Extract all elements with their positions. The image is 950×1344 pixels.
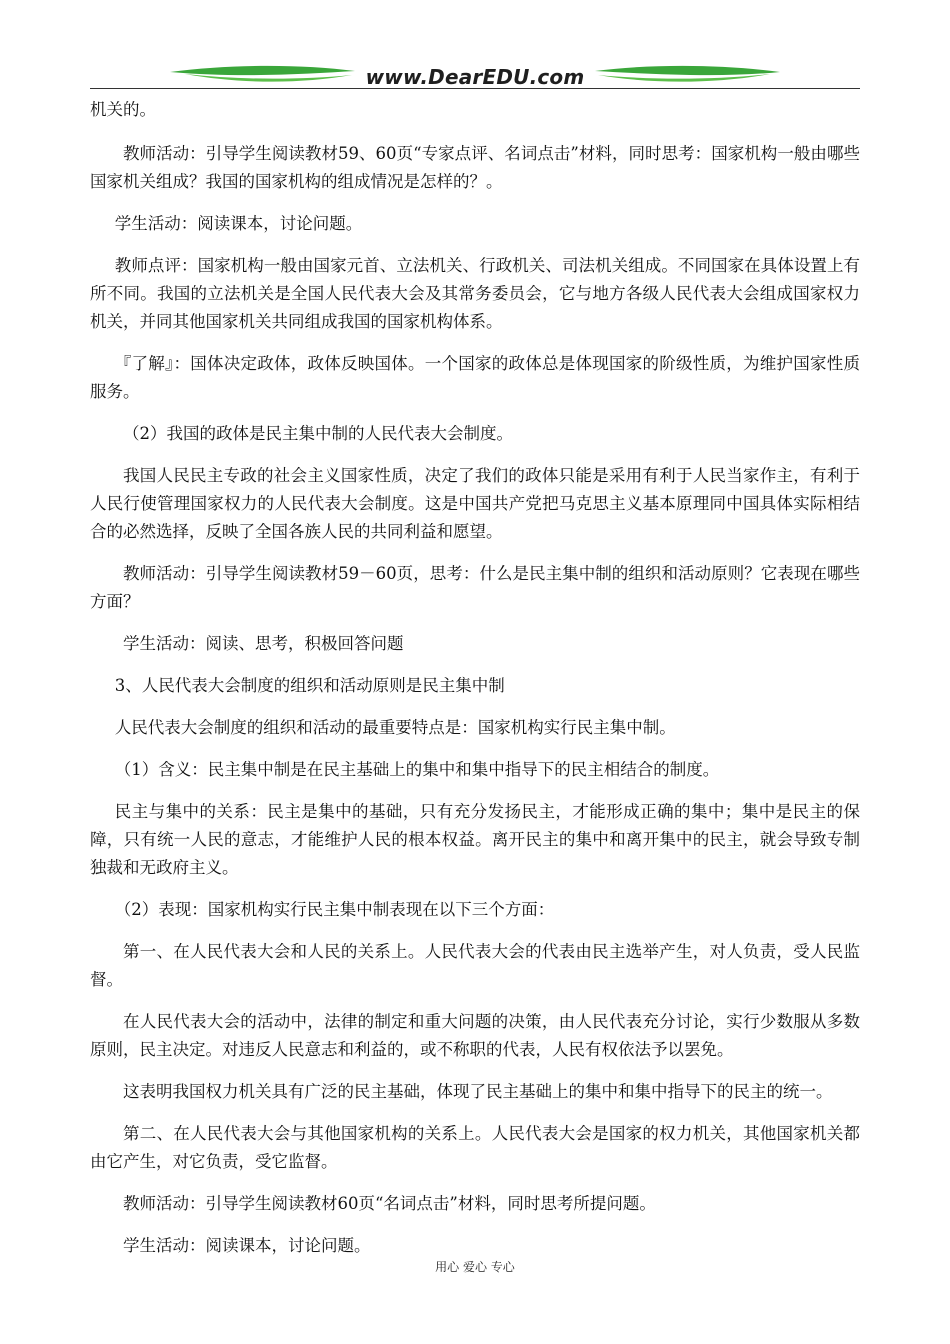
paragraph: （1）含义：民主集中制是在民主基础上的集中和集中指导下的民主相结合的制度。 xyxy=(114,760,720,779)
paragraph: 人民代表大会制度的组织和活动的最重要特点是：国家机构实行民主集中制。 xyxy=(114,718,676,737)
paragraph: 教师活动：引导学生阅读教材60页“名词点击”材料，同时思考所提问题。 xyxy=(123,1194,656,1213)
paragraph: 第二、在人民代表大会与其他国家机构的关系上。人民代表大会是国家的权力机关，其他国家机关都由它产生，对它负责，受它监督。 xyxy=(90,1124,860,1171)
site-logo-text[interactable]: www.DearEDU.com xyxy=(365,65,585,89)
paragraph: 在人民代表大会的活动中，法律的制定和重大问题的决策，由人民代表充分讨论，实行少数服从多数原则，民主决定。对违反人民意志和利益的，或不称职的代表，人民有权依法予以罢免。 xyxy=(90,1012,860,1059)
paragraph: 学生活动：阅读、思考，积极回答问题 xyxy=(123,634,404,653)
paragraph: 学生活动：阅读课本，讨论问题。 xyxy=(123,1236,371,1255)
paragraph: 教师点评：国家机构一般由国家元首、立法机关、行政机关、司法机关组成。不同国家在具体设置上有所不同。我国的立法机关是全国人民代表大会及其常务委员会，它与地方各级人民代表大会组成国家权力机关，并同其他国家机关共同组成我国的国家机构体系。 xyxy=(90,256,860,331)
paragraph: 我国人民民主专政的社会主义国家性质，决定了我们的政体只能是采用有利于人民当家作主，有利于人民行使管理国家权力的人民代表大会制度。这是中国共产党把马克思主义基本原理同中国具体实际相结合的必然选择，反映了全国各族人民的共同利益和愿望。 xyxy=(90,466,860,541)
document-body xyxy=(90,96,860,1274)
section-heading: 3、人民代表大会制度的组织和活动原则是民主集中制 xyxy=(114,676,505,695)
site-header xyxy=(90,58,860,90)
header-divider xyxy=(90,88,860,89)
page-footer: 用心 爱心 专心 xyxy=(435,1260,515,1274)
paragraph: 学生活动：阅读课本，讨论问题。 xyxy=(114,214,363,233)
paragraph: 教师活动：引导学生阅读教材59－60页，思考：什么是民主集中制的组织和活动原则？它表现在哪些方面？ xyxy=(90,564,860,611)
paragraph: 第一、在人民代表大会和人民的关系上。人民代表大会的代表由民主选举产生，对人负责，受人民监督。 xyxy=(90,942,860,989)
paragraph: （2）我国的政体是民主集中制的人民代表大会制度。 xyxy=(123,424,513,443)
paragraph: 『了解』：国体决定政体，政体反映国体。一个国家的政体总是体现国家的阶级性质，为维护国家性质服务。 xyxy=(90,354,860,401)
paragraph: （2）表现：国家机构实行民主集中制表现在以下三个方面： xyxy=(114,900,555,919)
paragraph: 教师活动：引导学生阅读教材59、60页“专家点评、名词点击”材料，同时思考：国家机构一般由哪些国家机关组成？我国的国家机构的组成情况是怎样的？。 xyxy=(90,144,860,191)
paragraph: 这表明我国权力机关具有广泛的民主基础，体现了民主基础上的集中和集中指导下的民主的统一。 xyxy=(123,1082,833,1101)
paragraph: 民主与集中的关系：民主是集中的基础，只有充分发扬民主，才能形成正确的集中；集中是民主的保障，只有统一人民的意志，才能维护人民的根本权益。离开民主的集中和离开集中的民主，就会导致专制独裁和无政府主义。 xyxy=(90,802,860,877)
paragraph: 机关的。 xyxy=(90,100,156,119)
